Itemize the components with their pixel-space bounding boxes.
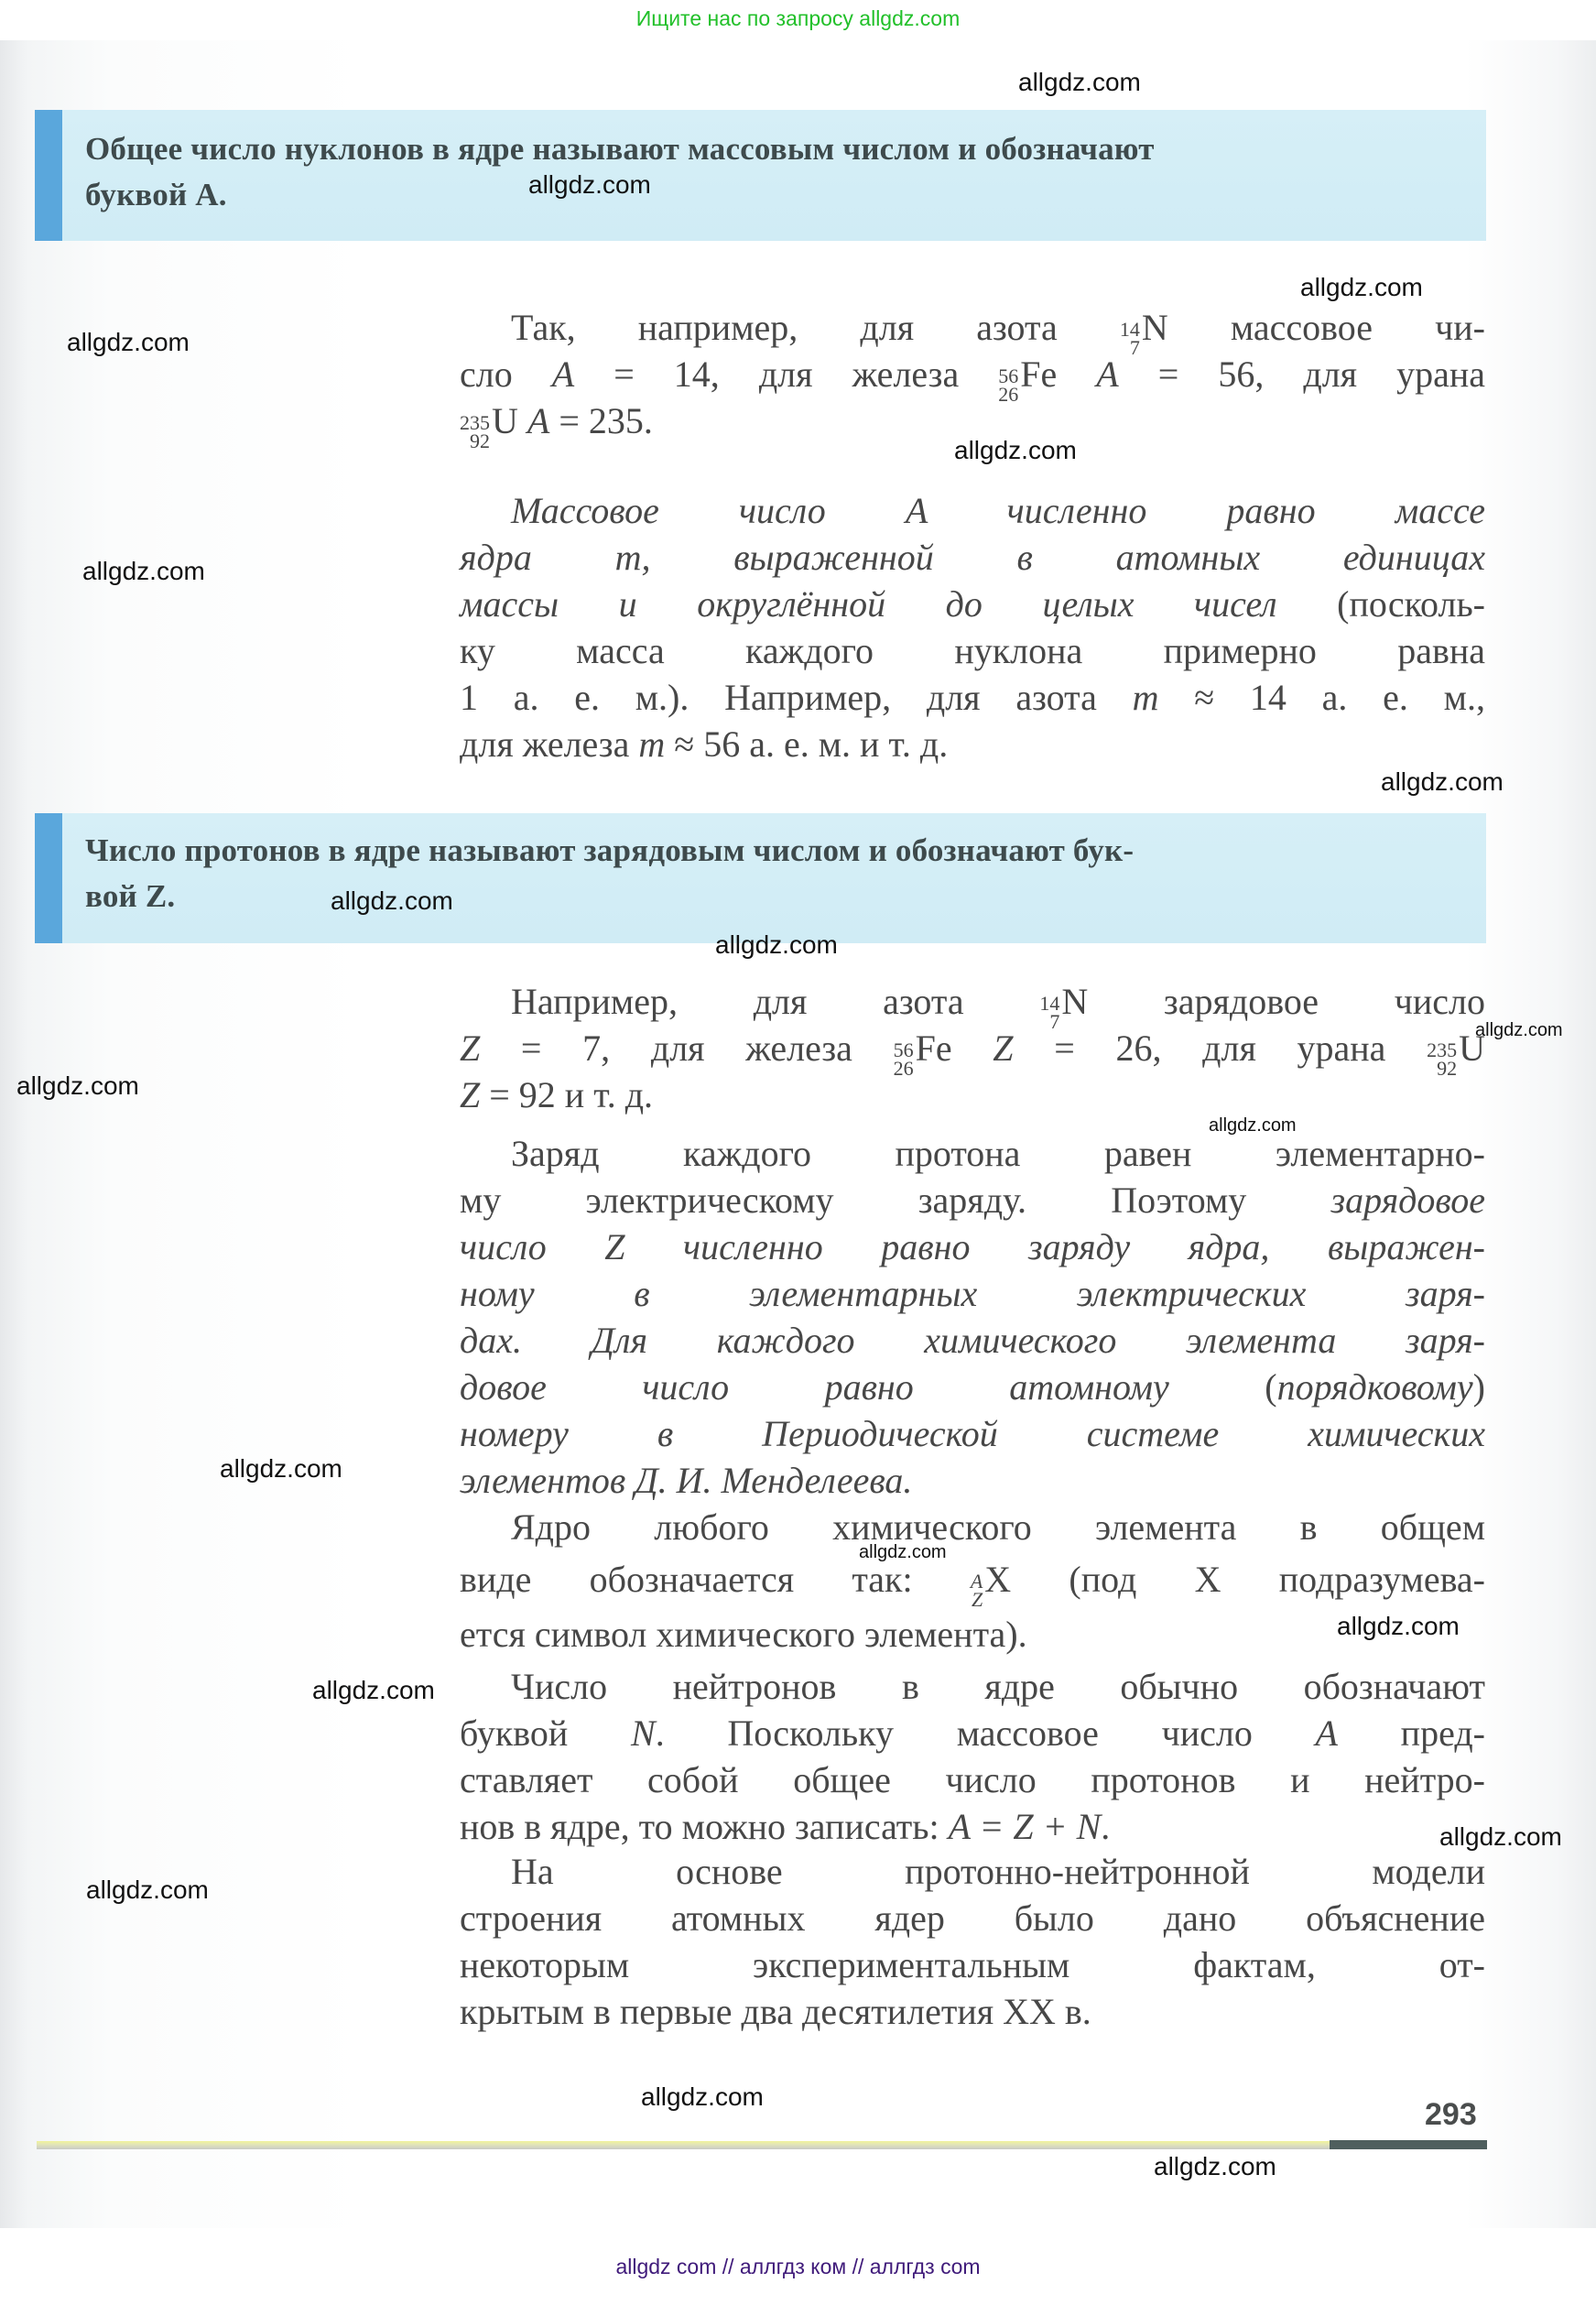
top-banner-link[interactable]: Ищите нас по запросу allgdz.com [635, 6, 961, 30]
paragraph-model-explanation: На основе протонно-нейтронной модели строения атомных ядер было дано объяснение некоторым экспериментальным фактам, от- крытым в первые два десятилетия XX в. [460, 1851, 1485, 2032]
nuclide-nitrogen: 14 7 N [1039, 981, 1089, 1033]
paragraph-mass-number-definition: Массовое число A численно равно массе ядра m, выраженной в атомных единицах массы и округлённой до целых чисел (посколь- ку масса каждого нуклона примерно равна 1 а. е. м.). Например, для азота m ≈ 14 а. е. м., для железа m ≈ 56 а. е. м. и т. д. [460, 490, 1486, 765]
watermark: allgdz.com [67, 328, 190, 356]
bottom-banner [0, 2228, 1596, 2286]
paragraph-charge-examples: Например, для азота 14 7 N зарядовое число Z = 7, для железа 56 26 Fe Z = 26, для урана 235 92 U Z = 92 и т. д. [460, 978, 1485, 1118]
paragraph-proton-charge: Заряд каждого протона равен элементарно- му электрическому заряду. Поэтому зарядовое число Z численно равно заряду ядра, выражен- ному в элементарных электрических заря- дах. Для каждого химического элемента заря- довое число равно атомному (порядковому) номеру в Периодической системе химических элементов Д. И. Менделеева. [460, 1133, 1485, 1501]
footer-rule-accent [1330, 2140, 1487, 2149]
text: массовое чи- [1167, 307, 1485, 348]
formula-a-equals-z-plus-n: A = Z + N [948, 1806, 1102, 1847]
watermark: allgdz.com [954, 436, 1077, 464]
nuclide-nitrogen: 14 7 N [1119, 307, 1168, 359]
watermark: allgdz.com [86, 1876, 209, 1904]
definition-box-mass-number [35, 110, 1486, 241]
text: Так, например, для азота [511, 307, 1120, 348]
watermark: allgdz.com [1209, 1115, 1297, 1136]
symbol-N: N [631, 1712, 656, 1754]
definition-text [85, 828, 1468, 919]
paragraph-mass-examples: Так, например, для азота 14 7 N массовое чи- сло A = 14, для железа 56 26 Fe A = 56, для урана 235 92 U A = 235. [460, 304, 1485, 444]
definition-line: Общее число нуклонов в ядре называют массовым числом и обозначают [85, 131, 1155, 167]
paragraph-general-notation: Ядро любого химического элемента в общем виде обозначается так: A Z X (под X подразумева- ется символ химического элемента). [460, 1506, 1486, 1655]
callout-accent-bar [35, 110, 62, 241]
definition-line: буквой A. [85, 177, 227, 212]
watermark: allgdz.com [1381, 767, 1504, 796]
top-banner [0, 0, 1596, 40]
watermark: allgdz.com [82, 557, 205, 585]
symbol-A: A [527, 400, 550, 441]
watermark: allgdz.com [641, 2082, 764, 2111]
watermark: allgdz.com [1018, 68, 1141, 96]
symbol-Z: Z [460, 1027, 481, 1069]
page-number: 293 [1425, 2097, 1477, 2132]
symbol-Z: Z [993, 1027, 1014, 1069]
callout-accent-bar [35, 813, 62, 943]
definition-line: вой Z. [85, 878, 176, 914]
definition-box-charge-number [35, 813, 1486, 943]
bottom-banner-links[interactable]: allgdz com // аллгдз ком // аллгдз com [615, 2255, 981, 2278]
watermark: allgdz.com [528, 170, 651, 199]
definition-text [85, 126, 1468, 218]
watermark: allgdz.com [1300, 273, 1423, 301]
watermark: allgdz.com [220, 1454, 342, 1483]
symbol-m: m [638, 723, 666, 765]
nuclide-uranium: 235 92 U [1427, 1027, 1486, 1080]
watermark: allgdz.com [1337, 1612, 1460, 1640]
watermark: allgdz.com [859, 1542, 947, 1562]
symbol-A: A [551, 353, 575, 395]
watermark: allgdz.com [1154, 2152, 1276, 2180]
watermark: allgdz.com [1439, 1822, 1562, 1851]
nuclide-iron: 56 26 Fe [893, 1027, 952, 1080]
nuclide-uranium: 235 92 U [460, 400, 518, 452]
definition-line: Число протонов в ядре называют зарядовым числом и обозначают бук- [85, 832, 1135, 868]
symbol-m: m [1132, 677, 1159, 718]
watermark: allgdz.com [1475, 1020, 1563, 1040]
nuclide-generic: A Z X [970, 1559, 1012, 1611]
watermark: allgdz.com [312, 1676, 435, 1704]
symbol-A: A [1315, 1712, 1338, 1754]
footer-rule [37, 2141, 1330, 2149]
watermark: allgdz.com [16, 1071, 139, 1100]
paragraph-neutron-number: Число нейтронов в ядре обычно обозначают буквой N. Поскольку массовое число A пред- ставляет собой общее число протонов и нейтро- нов в ядре, то можно записать: A = Z + N. [460, 1666, 1485, 1847]
symbol-Z: Z [460, 1074, 481, 1115]
symbol-A: A [1096, 353, 1119, 395]
watermark: allgdz.com [715, 930, 838, 959]
watermark: allgdz.com [331, 886, 453, 915]
nuclide-iron: 56 26 Fe [998, 353, 1058, 406]
